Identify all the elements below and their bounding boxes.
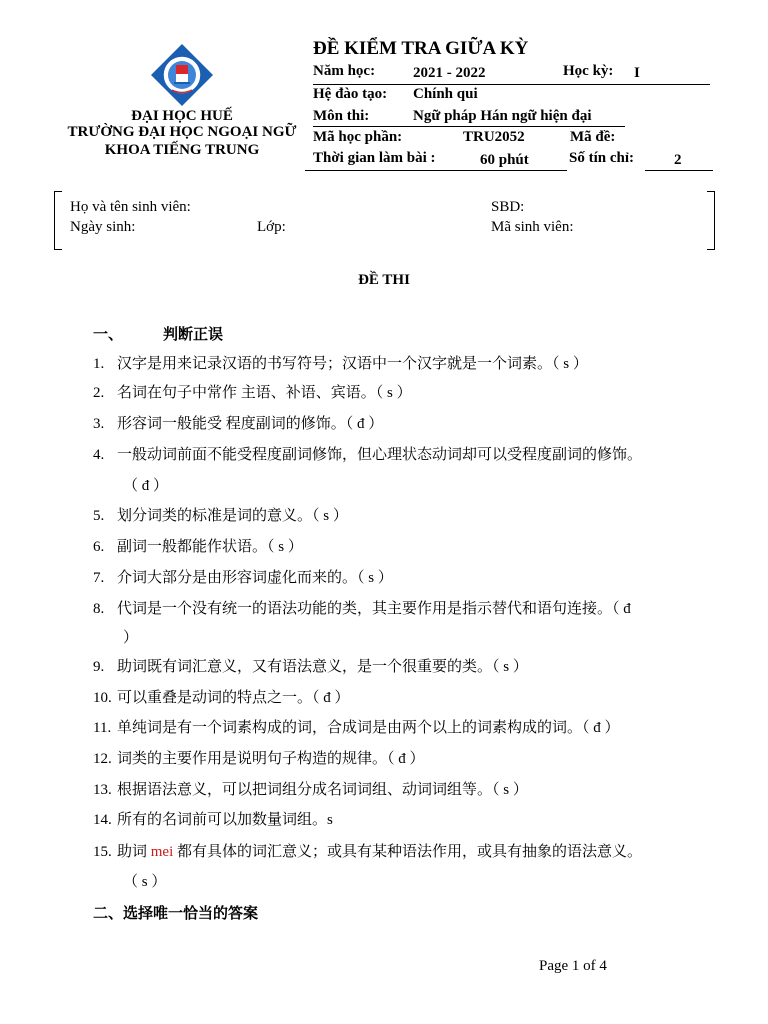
class-label: Lớp: xyxy=(257,219,286,235)
thoi-gian-value: 60 phút xyxy=(480,152,529,168)
question-item xyxy=(93,686,350,707)
question-text: 划分词类的标准是词的意义。（ s ） xyxy=(117,508,348,524)
mon-thi-value: Ngữ pháp Hán ngữ hiện đại xyxy=(413,108,592,124)
question-text: 代词是一个没有统一的语法功能的类，其主要作用是指示替代和语句连接。（ đ xyxy=(117,601,631,617)
question-number: 14. xyxy=(93,812,112,828)
question-item xyxy=(93,412,383,433)
question-text-post: 都有具体的词汇意义；或具有某种语法作用，或具有抽象的语法意义。 xyxy=(173,844,643,860)
question-item xyxy=(93,840,642,861)
question-number: 3. xyxy=(93,416,105,432)
question-text: 助词既有词汇意义，又有语法意义，是一个很重要的类。（ s ） xyxy=(117,659,528,675)
question-text: 介词大部分是由形容词虚化而来的。（ s ） xyxy=(117,570,393,586)
question-number: 1. xyxy=(93,356,105,372)
question-item xyxy=(93,535,303,556)
ma-hoc-phan-label: Mã học phần: xyxy=(313,129,403,145)
header-rule xyxy=(313,84,710,85)
box-bracket-left xyxy=(54,191,62,250)
question-text: 名词在句子中常作 主语、补语、宾语。（ s ） xyxy=(117,385,412,401)
question-text: 所有的名词前可以加数量词组。s xyxy=(117,812,333,828)
nam-hoc-label: Năm học: xyxy=(313,63,376,79)
question-item xyxy=(93,808,333,829)
question-text: 一般动词前面不能受程度副词修饰，但心理状态动词却可以受程度副词的修饰。 xyxy=(117,447,643,463)
question-number: 10. xyxy=(93,690,112,706)
question-number: 13. xyxy=(93,782,112,798)
question-highlight: mei xyxy=(150,844,174,860)
question-item xyxy=(93,381,412,402)
question-continuation: （ s ） xyxy=(123,874,167,890)
header-rule xyxy=(305,170,567,171)
question-text-pre: 助词 xyxy=(117,844,151,860)
page-number: Page 1 of 4 xyxy=(539,958,607,974)
org-line-3: KHOA TIẾNG TRUNG xyxy=(104,142,260,158)
question-text: 根据语法意义，可以把词组分成名词词组、动词词组等。（ s ） xyxy=(117,782,528,798)
student-info-box xyxy=(54,191,715,248)
question-number: 6. xyxy=(93,539,105,555)
question-text: 单纯词是有一个词素构成的词，合成词是由两个以上的词素构成的词。（ đ ） xyxy=(117,720,620,736)
nam-hoc-value: 2021 - 2022 xyxy=(413,65,486,81)
he-dao-tao-value: Chính qui xyxy=(413,86,478,102)
sbd-label: SBD: xyxy=(491,199,525,215)
question-item xyxy=(93,747,425,768)
question-number: 12. xyxy=(93,751,112,767)
question-text: 可以重叠是动词的特点之一。（ đ ） xyxy=(117,690,350,706)
question-number: 4. xyxy=(93,447,105,463)
exam-heading: ĐỀ THI xyxy=(358,272,410,288)
question-text: 汉字是用来记录汉语的书写符号；汉语中一个汉字就是一个词素。（ s ） xyxy=(117,356,588,372)
exam-title: ĐỀ KIỂM TRA GIỮA KỲ xyxy=(313,38,529,59)
question-item xyxy=(93,504,348,525)
question-number: 15. xyxy=(93,844,112,860)
org-line-2: TRƯỜNG ĐẠI HỌC NGOẠI NGỮ xyxy=(67,124,297,140)
question-item xyxy=(93,778,528,799)
so-tin-chi-value: 2 xyxy=(674,152,682,168)
box-bracket-right xyxy=(707,191,715,250)
thoi-gian-label: Thời gian làm bài : xyxy=(313,150,436,166)
section2-title: 二、选择唯一恰当的答案 xyxy=(93,906,259,922)
question-item xyxy=(93,597,631,618)
question-continuation: ） xyxy=(123,630,139,646)
question-number: 11. xyxy=(93,720,112,736)
question-item xyxy=(93,566,393,587)
question-number: 5. xyxy=(93,508,105,524)
section1-title: 判断正误 xyxy=(163,327,224,343)
hoc-ky-value: I xyxy=(634,65,640,81)
question-number: 2. xyxy=(93,385,105,401)
university-logo xyxy=(150,43,214,107)
so-tin-chi-label: Số tín chỉ: xyxy=(569,150,635,166)
question-text: 副词一般都能作状语。（ s ） xyxy=(117,539,303,555)
org-line-1: ĐẠI HỌC HUẾ xyxy=(131,108,233,124)
ma-de-label: Mã đề: xyxy=(570,129,616,145)
hoc-ky-label: Học kỳ: xyxy=(563,63,614,79)
header-rule xyxy=(313,126,625,127)
question-continuation: （ đ ） xyxy=(123,478,169,494)
dob-label: Ngày sinh: xyxy=(70,219,136,235)
question-item xyxy=(93,443,642,464)
student-name-label: Họ và tên sinh viên: xyxy=(70,199,191,215)
student-id-label: Mã sinh viên: xyxy=(491,219,574,235)
question-number: 8. xyxy=(93,601,105,617)
question-number: 9. xyxy=(93,659,105,675)
ma-hoc-phan-value: TRU2052 xyxy=(463,129,525,145)
header-rule xyxy=(645,170,713,171)
mon-thi-label: Môn thi: xyxy=(313,108,370,124)
question-item xyxy=(93,655,528,676)
question-text: 形容词一般能受 程度副词的修饰。（ đ ） xyxy=(117,416,384,432)
section1-number: 一、 xyxy=(93,327,124,343)
question-text: 词类的主要作用是说明句子构造的规律。（ đ ） xyxy=(117,751,425,767)
question-item xyxy=(93,716,620,737)
question-number: 7. xyxy=(93,570,105,586)
question-item xyxy=(93,352,588,373)
he-dao-tao-label: Hệ đào tạo: xyxy=(313,86,388,102)
